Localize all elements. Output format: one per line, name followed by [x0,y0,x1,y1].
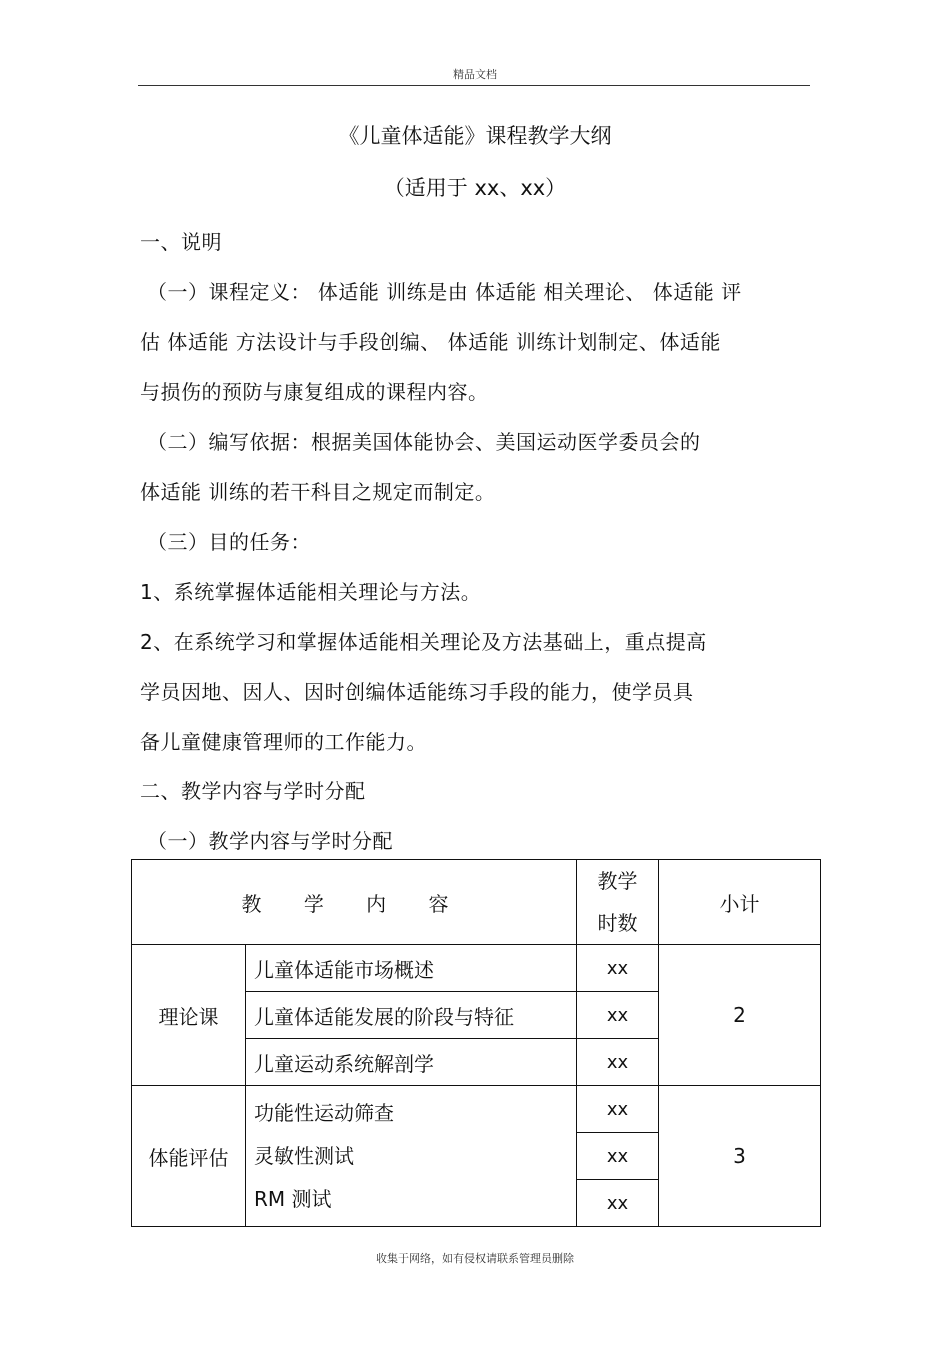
list-item: 1、系统掌握体适能相关理论与方法。 [140,580,482,604]
page-footer-label: 收集于网络，如有侵权请联系管理员删除 [376,1252,574,1265]
paragraph-line: （一）课程定义： 体适能 训练是由 体适能 相关理论、 体适能 评 [147,280,742,304]
hours-cell: xx [577,1039,659,1086]
list-item: 2、在系统学习和掌握体适能相关理论及方法基础上，重点提高 [140,630,707,654]
document-subtitle: （适用于 xx、xx） [383,176,567,200]
document-title: 《儿童体适能》课程教学大纲 [338,124,612,148]
header-subtotal-label: 小计 [719,891,760,916]
category-label: 理论课 [158,1004,219,1029]
hours-cell: xx [577,992,659,1039]
subtotal-cell: 2 [659,945,821,1086]
topic-stack-cell [246,1086,577,1227]
hours-cell: xx [577,1180,659,1227]
subsection-heading: （一）教学内容与学时分配 [147,829,393,853]
topic-item: RM 测试 [254,1186,332,1211]
table-row [132,1086,821,1133]
topic-item: 功能性运动筛查 [254,1100,394,1125]
subsection-heading: （三）目的任务： [147,530,311,554]
paragraph-line: 体适能 训练的若干科目之规定而制定。 [140,480,496,504]
paragraph-line: （二）编写依据：根据美国体能协会、美国运动医学委员会的 [147,430,701,454]
header-hours-cell [577,860,659,945]
category-label: 体能评估 [148,1145,229,1170]
table-row [132,945,821,992]
paragraph-line: 估 体适能 方法设计与手段创编、 体适能 训练计划制定、体适能 [140,330,721,354]
hours-cell: xx [577,1133,659,1180]
topic-cell: 儿童体适能发展的阶段与特征 [246,992,577,1039]
teaching-allocation-table [131,859,821,1227]
topic-cell: 儿童体适能市场概述 [246,945,577,992]
header-subtotal-cell [659,860,821,945]
subtotal-cell: 3 [659,1086,821,1227]
category-cell [132,945,246,1086]
header-divider [138,85,810,86]
header-hours-line1: 教学 [597,869,638,893]
hours-cell: xx [577,945,659,992]
section-heading-allocation: 二、教学内容与学时分配 [140,779,366,803]
paragraph-line: 备儿童健康管理师的工作能力。 [140,730,427,754]
hours-cell: xx [577,1086,659,1133]
topic-item: 灵敏性测试 [254,1143,354,1168]
section-heading-explanation: 一、说明 [140,230,222,254]
paragraph-line: 学员因地、因人、因时创编体适能练习手段的能力，使学员具 [140,680,694,704]
topic-cell: 儿童运动系统解剖学 [246,1039,577,1086]
header-hours-line2: 时数 [597,911,638,935]
page-header-label: 精品文档 [453,68,497,81]
paragraph-line: 与损伤的预防与康复组成的课程内容。 [140,380,489,404]
header-content-cell [132,860,577,945]
table-header-row [132,860,821,945]
category-cell [132,1086,246,1227]
header-content-label: 教 学 内 容 [241,891,467,916]
